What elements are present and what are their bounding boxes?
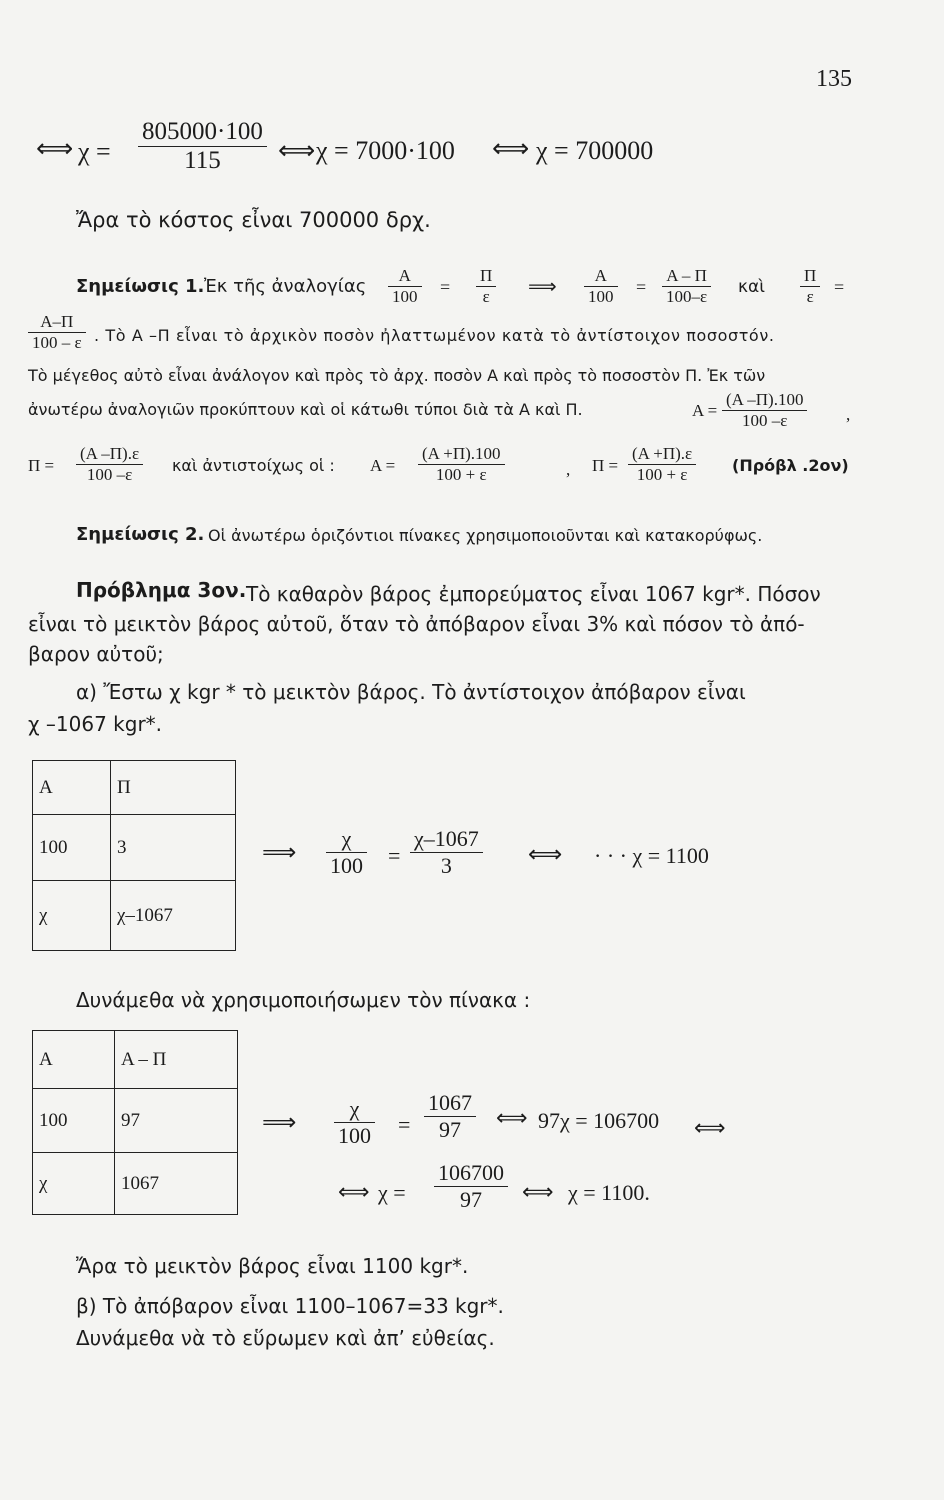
iff-arrow: ⟺ [338, 1180, 370, 1205]
note2-text: Οἱ ἀνωτέρω ὁριζόντιοι πίνακες χρησιμοποιοῦνται καὶ κατακορύφως. [208, 526, 763, 545]
table-cell: χ–1067 [111, 881, 236, 951]
eq1-middle: χ = 7000·100 [316, 136, 455, 165]
eq2-result: · · · χ = 1100 [594, 843, 709, 868]
problem3-line1: Τὸ καθαρὸν βάρος ἐμπορεύματος εἶναι 1067 kgr*. Πόσον [246, 582, 821, 606]
proportion-table-2 [32, 1030, 238, 1215]
can-use-table-text: Δυνάμεθα νὰ χρησιμοποιήσωμεν τὸν πίνακα : [76, 988, 531, 1012]
numerator: A–Π [40, 312, 74, 331]
eq2-frac-x-100 [326, 826, 367, 879]
denominator: 100 [338, 1123, 371, 1148]
implies-arrow: ⟹ [528, 274, 557, 298]
formula-p2-frac [628, 444, 696, 485]
formula-p-lhs: Π = [28, 456, 55, 475]
problem3-label: Πρόβλημα 3ον. [76, 578, 247, 602]
iff-arrow: ⟺ [694, 1116, 726, 1141]
note1-frac-amp-100e [28, 312, 86, 353]
numerator: Π [480, 266, 493, 285]
eq3-frac-1067-97 [424, 1090, 476, 1143]
conclusion-cost: Ἄρα τὸ κόστος εἶναι 700000 δρχ. [76, 208, 431, 232]
formula-a-lhs: A = [692, 401, 718, 420]
denominator: 97 [460, 1187, 482, 1212]
problem3-line2: εἶναι τὸ μεικτὸν βάρος αὐτοῦ, ὅταν τὸ ἀπόβαρον εἶναι 3% καὶ πόσον τὸ ἀπό- [28, 612, 805, 636]
eq1-result: χ = 700000 [536, 136, 654, 165]
respectively-text: καὶ ἀντιστοίχως οἱ : [172, 456, 335, 475]
numerator: Π [804, 266, 817, 285]
table-cell: 100 [33, 815, 111, 881]
table-cell: 3 [111, 815, 236, 881]
comma: , [846, 405, 851, 424]
table-cell: 1067 [115, 1153, 238, 1215]
table-cell: 100 [33, 1089, 115, 1153]
denominator: 100 + ε [636, 465, 688, 484]
eq1-numerator: 805000·100 [142, 118, 263, 145]
table-cell: 97 [115, 1089, 238, 1153]
table-cell: Π [111, 761, 236, 815]
note1-frac-p-e2 [800, 266, 820, 307]
table-cell: χ [33, 881, 111, 951]
numerator: A [594, 266, 607, 285]
eq2-frac-x1067-3 [410, 826, 483, 879]
numerator: (A +Π).ε [632, 444, 693, 463]
denominator: 100 – ε [32, 333, 82, 352]
iff-arrow: ⟺ [496, 1106, 528, 1131]
formula-a2-lhs: A = [370, 456, 396, 475]
note2-label: Σημείωσις 2. [76, 524, 205, 545]
implies-arrow: ⟹ [262, 838, 297, 866]
numerator: A [398, 266, 411, 285]
table-cell: A [33, 761, 111, 815]
table-cell: χ [33, 1153, 115, 1215]
eq3-lhs2: χ = [378, 1180, 406, 1205]
eq3-frac-x-100 [334, 1096, 375, 1149]
denominator: 100 [330, 853, 363, 878]
problem3-line3: βαρον αὐτοῦ; [28, 642, 164, 666]
problem3-a-line2: χ –1067 kgr*. [28, 712, 163, 736]
numerator: χ [341, 826, 352, 851]
equals-sign: = [398, 1112, 411, 1137]
eq3-middle: 97χ = 106700 [538, 1108, 660, 1133]
equals-sign: = [440, 277, 451, 297]
denominator: 100 –ε [742, 411, 788, 430]
formula-p-frac [76, 444, 143, 485]
iff-arrow: ⟺ [278, 136, 316, 166]
eq3-frac-106700-97 [434, 1160, 508, 1213]
eq1-denominator: 115 [184, 147, 221, 174]
eq1-lhs: χ = [78, 137, 111, 166]
note1-line2: . Τὸ A –Π εἶναι τὸ ἀρχικὸν ποσὸν ἠλαττωμένον κατὰ τὸ ἀντίστοιχον ποσοστόν. [94, 326, 775, 345]
final-line-1: Ἄρα τὸ μεικτὸν βάρος εἶναι 1100 kgr*. [76, 1254, 469, 1278]
denominator: ε [482, 287, 490, 306]
final-line-2: β) Τὸ ἀπόβαρον εἶναι 1100–1067=33 kgr*. [76, 1294, 504, 1318]
iff-arrow: ⟺ [522, 1180, 554, 1205]
note1-frac-a-100 [388, 266, 422, 307]
note1-label: Σημείωσις 1. [76, 276, 205, 297]
and-word: καὶ [738, 277, 765, 297]
formula-a-frac [722, 390, 807, 431]
equals-sign: = [388, 843, 401, 868]
numerator: 106700 [438, 1160, 504, 1185]
numerator: (A –Π).100 [726, 390, 804, 409]
numerator: χ [349, 1096, 360, 1121]
equals-sign: = [636, 277, 647, 297]
table-cell: A [33, 1031, 115, 1089]
note1-frac-p-e [476, 266, 496, 307]
comma: , [566, 460, 571, 479]
eq3-result: χ = 1100. [568, 1180, 650, 1205]
numerator: (A –Π).ε [80, 444, 140, 463]
iff-arrow: ⟺ [36, 134, 74, 164]
formula-a2-frac [418, 444, 505, 485]
denominator: 100 [392, 287, 418, 306]
note1-frac-a-100b [584, 266, 618, 307]
formula-p2-lhs: Π = [592, 456, 619, 475]
numerator: χ–1067 [414, 826, 479, 851]
proportion-table-1 [32, 760, 236, 951]
note1-intro: Ἐκ τῆς ἀναλογίας [204, 276, 367, 297]
problem-reference: (Πρόβλ .2ον) [732, 456, 849, 475]
denominator: ε [806, 287, 814, 306]
denominator: 3 [440, 853, 452, 878]
note1-line3: Τὸ μέγεθος αὐτὸ εἶναι ἀνάλογον καὶ πρὸς τὸ ἀρχ. ποσὸν A καὶ πρὸς τὸ ποσοστὸν Π. Ἐκ τῶν [28, 366, 766, 385]
page-number: 135 [816, 66, 852, 92]
eq1-fraction [138, 118, 267, 175]
problem3-a-line1: α) Ἔστω χ kgr * τὸ μεικτὸν βάρος. Τὸ ἀντίστοιχον ἀπόβαρον εἶναι [76, 680, 746, 704]
iff-arrow: ⟺ [492, 134, 530, 164]
table-cell: A – Π [115, 1031, 238, 1089]
equals-sign: = [834, 277, 845, 297]
numerator: A – Π [666, 266, 707, 285]
implies-arrow: ⟹ [262, 1108, 297, 1136]
final-line-3: Δυνάμεθα νὰ τὸ εὕρωμεν καὶ ἀπ’ εὐθείας. [76, 1326, 495, 1350]
note1-frac-amp [662, 266, 711, 307]
numerator: 1067 [428, 1090, 472, 1115]
iff-arrow: ⟺ [528, 840, 563, 868]
denominator: 100 + ε [435, 465, 487, 484]
numerator: (A +Π).100 [422, 444, 501, 463]
note1-line4: ἀνωτέρω ἀναλογιῶν προκύπτουν καὶ οἱ κάτωθι τύποι διὰ τὰ A καὶ Π. [28, 400, 583, 419]
denominator: 100 –ε [86, 465, 133, 484]
denominator: 100 [588, 287, 614, 306]
denominator: 97 [439, 1117, 461, 1142]
denominator: 100–ε [666, 287, 708, 306]
